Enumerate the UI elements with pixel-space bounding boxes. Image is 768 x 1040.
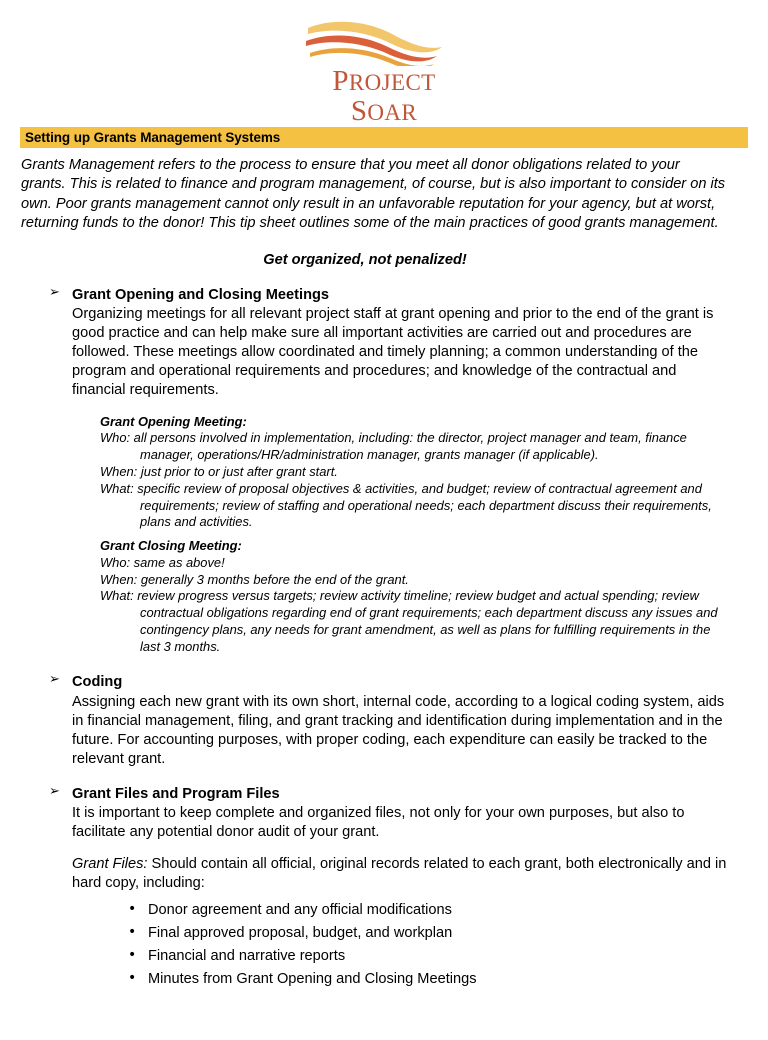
closing-meeting-who: Who: same as above! xyxy=(100,554,225,570)
section-heading-text: Coding xyxy=(72,674,123,691)
project-soar-swoosh-icon xyxy=(304,14,464,66)
page-title: Setting up Grants Management Systems xyxy=(25,130,281,145)
list-item xyxy=(20,924,750,943)
logo-line-soar: SOAR xyxy=(350,94,418,127)
section-heading xyxy=(20,673,750,691)
section-paragraph: Assigning each new grant with its own short, internal code, according to a logical coding system, aids in financial management, filing, and grant tracking and identification during implementation and in the future. For accounting purposes, with proper coding, each expenditure can easily be tracked to the relevant grant. xyxy=(72,693,725,767)
list-item-label: Minutes from Grant Opening and Closing Meetings xyxy=(148,970,477,987)
list-item-label: Financial and narrative reports xyxy=(148,947,346,964)
opening-meeting-who: Who: all persons involved in implementation, including: the director, project manager and team, finance manager, operations/HR/administration manager, grants manager (if applicable). xyxy=(100,430,687,463)
dot-bullet-icon: • xyxy=(128,946,137,963)
opening-meeting-when: When: just prior to or just after grant start. xyxy=(100,464,338,479)
logo-line-project: PROJECT xyxy=(332,65,436,97)
document-title-bar xyxy=(20,127,748,148)
section-heading xyxy=(20,785,750,803)
closing-meeting-title: Grant Closing Meeting: xyxy=(100,538,242,554)
logo-header xyxy=(0,0,768,126)
list-item xyxy=(20,901,750,920)
closing-meeting-what: What: review progress versus targets; review activity timeline; review budget and actual spending; review contractual obligations regarding end of grant requirements; each department discuss any issues and contingency plans, any needs for grant amendment, as well as plans for fulfilling requirements in the last 3 months. xyxy=(100,588,718,654)
dot-bullet-icon: • xyxy=(128,969,137,986)
closing-meeting-when: When: generally 3 months before the end of the grant. xyxy=(100,571,409,587)
document-body xyxy=(20,156,750,993)
section-body xyxy=(20,804,730,893)
list-item-label: Final approved proposal, budget, and workplan xyxy=(148,924,453,941)
section-coding xyxy=(20,673,750,768)
section-grant-files xyxy=(20,785,750,989)
arrow-bullet-icon: ➢ xyxy=(49,284,60,300)
dot-bullet-icon: • xyxy=(128,900,137,917)
section-heading-text: Grant Opening and Closing Meetings xyxy=(72,286,330,303)
arrow-bullet-icon: ➢ xyxy=(49,783,60,799)
tagline: Get organized, not penalized! xyxy=(263,251,467,268)
section-heading-text: Grant Files and Program Files xyxy=(72,785,280,802)
meeting-details xyxy=(20,414,760,656)
section-body xyxy=(20,305,730,400)
list-item xyxy=(20,947,750,966)
grant-files-text: Should contain all official, original records related to each grant, both electronically and in hard copy, including: xyxy=(72,855,727,891)
opening-meeting-title: Grant Opening Meeting: xyxy=(100,413,247,429)
grant-files-paragraph xyxy=(72,855,730,893)
section-paragraph: Organizing meetings for all relevant project staff at grant opening and prior to the end of the grant is good practice and can help make sure all important activities are carried out and procedures are followed. These meetings allow coordinated and timely planning; a common understanding of the program and operational requirements and procedures; and knowledge of the contractual and financial requirements. xyxy=(72,305,714,398)
grant-files-label: Grant Files: xyxy=(72,855,148,872)
section-body xyxy=(20,693,730,769)
grant-files-list xyxy=(20,901,750,989)
section-heading xyxy=(20,286,750,304)
list-item xyxy=(20,970,750,989)
intro-paragraph: Grants Management refers to the process to ensure that you meet all donor obligations related to your grants. This is related to finance and program management, of course, but is also important to consider on its own. Poor grants management cannot only result in an unfavorable reputation for your agency, but at worst, returning funds to the donor! This tip sheet outlines some of the main practices of good grants management. xyxy=(21,157,726,232)
dot-bullet-icon: • xyxy=(128,923,137,940)
section-grant-meetings xyxy=(20,286,750,656)
list-item-label: Donor agreement and any official modifications xyxy=(148,901,452,918)
logo-wordmark xyxy=(332,67,435,126)
opening-meeting-what: What: specific review of proposal objectives & activities, and budget; review of contractual agreement and requirements; review of staffing and operational needs; each department discuss their requirements, plans and activities. xyxy=(100,480,712,530)
section-paragraph: It is important to keep complete and organized files, not only for your own purposes, but also to facilitate any potential donor audit of your grant. xyxy=(72,804,685,840)
arrow-bullet-icon: ➢ xyxy=(49,672,60,688)
